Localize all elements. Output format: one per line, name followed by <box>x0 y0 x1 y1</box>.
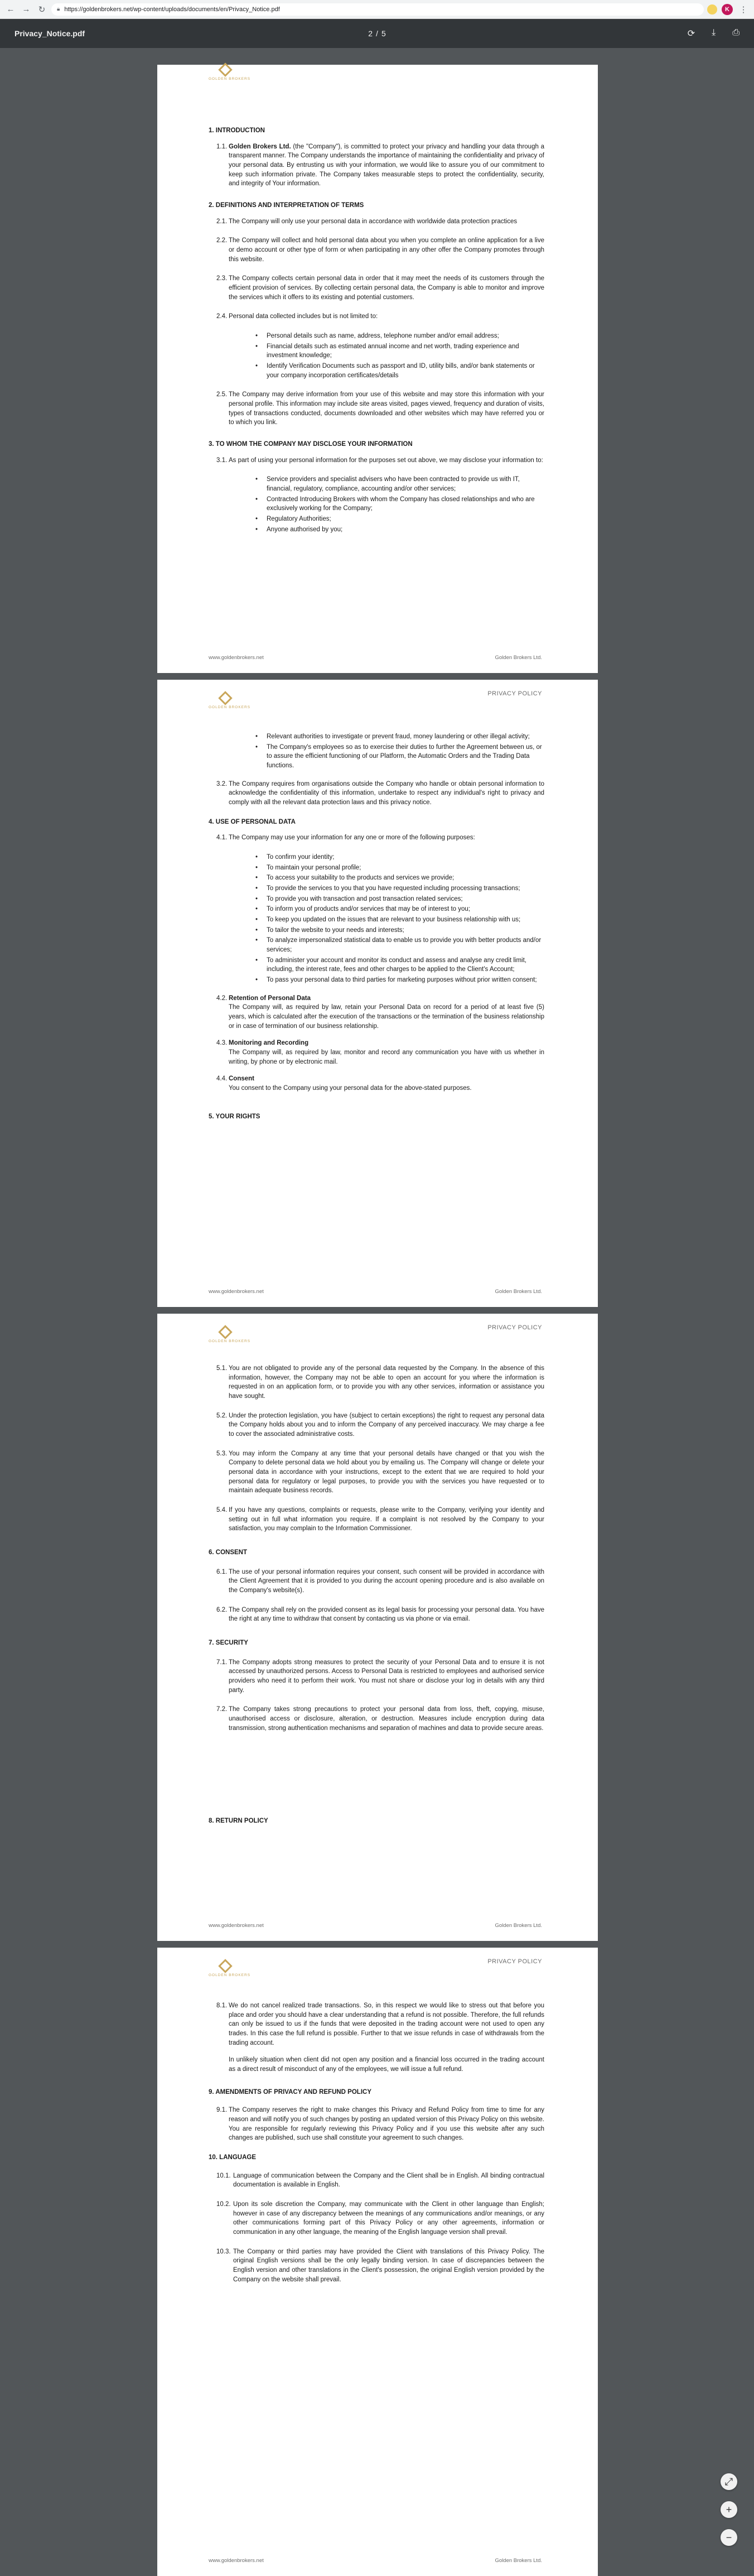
section-heading: 3. TO WHOM THE COMPANY MAY DISCLOSE YOUR INFORMATION <box>209 441 413 448</box>
page-indicator <box>368 29 385 38</box>
page-footer <box>209 1922 542 1930</box>
footer-site: www.goldenbrokers.net <box>209 655 264 661</box>
clause: 6.1. The use of your personal information requires your consent, such consent will be provided in accordance with the Client Agreement that it is provided to you during the account opening procedure and is also available on the Company's website(s). <box>216 1568 544 1594</box>
list-item: • To provide you with transaction and post transaction related services; <box>255 895 544 904</box>
bullet-list <box>255 853 544 985</box>
download-icon[interactable]: ⤓ <box>712 28 716 37</box>
clause: 2.5. The Company may derive information from your use of this website and may store this information with your personal profile. This information may include site areas visited, pages viewed, frequency and duration of visits, types of transactions conducted, documents downloaded and other websites which may have referred you or to which you link. <box>216 391 544 426</box>
section-heading: 9. AMENDMENTS OF PRIVACY AND REFUND POLICY <box>209 2088 371 2096</box>
total-pages: 5 <box>381 29 386 38</box>
footer-company: Golden Brokers Ltd. <box>495 1923 542 1929</box>
clause: 1.1. Golden Brokers Ltd. (the "Company"), is committed to protect your privacy and handling your data through a transparent manner. The Company understands the importance of maintaining the confidentiality and privacy of your personal data. By entrusting us with your information, we would like to assure you of our commitment to keep such information private. The Company takes measurable steps to protect the confidentiality, security, and integrity of Your information. <box>216 143 544 188</box>
clause: 5.2. Under the protection legislation, you have (subject to certain exceptions) the right to request any personal data the Company holds about you and to inform the Company of any perceived inaccuracy. We may charge a fee to cover the associated administrative costs. <box>216 1412 544 1438</box>
clause: 9.1. The Company reserves the right to make changes this Privacy and Refund Policy from time to time for any reason and will notify you of such changes by posting an updated version of this Privacy Policy on this website. You are responsible for regularly reviewing this Privacy Policy and if you use this website after any such changes are published, such use shall constitute your agreement to such changes. <box>216 2107 544 2142</box>
bullet-list <box>255 331 544 380</box>
clause: 6.2. The Company shall rely on the provided consent as its legal basis for processing your personal data. You have the right at any time to withdraw that consent by contacting us via phone or via email. <box>216 1606 544 1623</box>
list-item: • Personal details such as name, address, telephone number and/or email address; <box>255 331 544 341</box>
print-icon[interactable]: ⎙ <box>732 28 740 37</box>
clause: 2.3. The Company collects certain personal data in order that it may meet the needs of its customers through the efficient provision of services. By collecting certain personal data, the Company is able to monitor and improve the services which it offers to its existing and potential customers. <box>216 275 544 301</box>
clause: 10.3. The Company or third parties may have provided the Client with translations of this Privacy Policy. The original English versions shall be the only legally binding version. In case of discrepancies between the English version and other translations in the Client's possession, the original English version provided by the Company on the website shall prevail. <box>216 2248 544 2283</box>
pdf-page-1 <box>157 65 598 673</box>
clause: 4.4. Consent You consent to the Company using your personal data for the above-stated purposes. <box>216 1075 472 1092</box>
section-heading: 7. SECURITY <box>209 1640 248 1647</box>
list-item: • To pass your personal data to third parties for marketing purposes without prior written consent; <box>255 975 544 985</box>
logo-diamond-icon <box>218 63 232 76</box>
bullet-list <box>255 475 544 534</box>
section-heading: 1. INTRODUCTION <box>209 127 265 134</box>
clause: 4.3. Monitoring and Recording The Company will, as required by law, monitor and record any communication you have with us whether in writing, by phone or by electronic mail. <box>216 1040 544 1065</box>
footer-company: Golden Brokers Ltd. <box>495 2558 542 2564</box>
footer-site: www.goldenbrokers.net <box>209 1289 264 1295</box>
section-heading: 5. YOUR RIGHTS <box>209 1113 260 1120</box>
company-logo: GOLDEN BROKERS <box>209 691 242 710</box>
clause: 5.3. You may inform the Company at any time that your personal details have changed or that you wish the Company to delete personal data we hold about you by emailing us. The Company will change or delete your personal data in accordance with your instructions, except to the extent that we are required to hold your personal data for regulatory or legal purposes, to provide you with the services you have requested or to maintain adequate business records. <box>216 1450 544 1494</box>
pdf-page-2 <box>157 680 598 1307</box>
list-item: • To maintain your personal profile; <box>255 863 544 873</box>
forward-icon[interactable]: → <box>22 4 31 14</box>
section-heading: 6. CONSENT <box>209 1549 248 1556</box>
clause: In unlikely situation when client did not open any position and a financial loss occurred in the trading account as a direct result of misconduct of any of the employees, we will issue a full refund. <box>229 2056 544 2073</box>
menu-icon[interactable]: ⋮ <box>739 4 748 15</box>
pdf-toolbar <box>0 19 754 48</box>
current-page[interactable]: 2 <box>368 29 373 38</box>
clause: 3.2. The Company requires from organisations outside the Company who handle or obtain personal information to acknowledge the confidentiality of this information, undertake to respect any individual's right to privacy and comply with all the relevant data protection laws and this privacy notice. <box>216 780 544 806</box>
list-item: • Regulatory Authorities; <box>255 515 544 524</box>
header-tag: PRIVACY POLICY <box>487 1958 542 1965</box>
logo-diamond-icon <box>218 1959 232 1973</box>
clause: 2.4. Personal data collected includes but is not limited to: <box>216 313 378 320</box>
pdf-page-3 <box>157 1314 598 1941</box>
list-item: • Service providers and specialist advisers who have been contracted to provide us with IT, financial, regulatory, compliance, accounting and/or other services; <box>255 475 544 493</box>
clause: 7.2. The Company takes strong precautions to protect your personal data from loss, theft, copying, misuse, unauthorised access or disclosure, alteration, or destruction. Measures include encryption during data transmission, strong authentication mechanisms and separation of machines and data to provide secure areas. <box>216 1706 544 1732</box>
list-item: • The Company's employees so as to exercise their duties to further the Agreement between us, or to assure the efficient functioning of our Platform, the Automatic Orders and the Trading Data functions. <box>255 743 544 771</box>
company-logo: GOLDEN BROKERS <box>209 1959 242 1978</box>
header-tag: PRIVACY POLICY <box>487 690 542 697</box>
list-item: • To inform you of products and/or services that may be of interest to you; <box>255 905 544 914</box>
section-heading: 10. LANGUAGE <box>209 2154 256 2161</box>
reload-icon[interactable]: ↻ <box>38 4 46 15</box>
bullet-list <box>255 732 544 771</box>
clause: 3.1. As part of using your personal information for the purposes set out above, we may disclose your information to: <box>216 456 543 464</box>
page-footer <box>209 654 542 662</box>
clause: 5.1. You are not obligated to provide any of the personal data requested by the Company. In the absence of this information, however, the Company may not be able to open an account for you where the information is requested in on an application form, or to provide you with any other services, information or assistance you have sought. <box>216 1365 544 1400</box>
clause: 2.2. The Company will collect and hold personal data about you when you complete an online application for a live or demo account or other type of form or when participating in any other offer the Company promotes through this website. <box>216 237 544 263</box>
pdf-page-4 <box>157 1948 598 2576</box>
zoom-in-icon[interactable]: + <box>721 2501 737 2518</box>
logo-diamond-icon <box>218 1325 232 1339</box>
page-separator: / <box>376 29 378 38</box>
section-heading: 8. RETURN POLICY <box>209 1818 268 1825</box>
list-item: • Contracted Introducing Brokers with whom the Company has closed relationships and who are exclusively working for the Company; <box>255 495 544 513</box>
clause: 5.4. If you have any questions, complaints or requests, please write to the Company, verifying your identity and setting out in full what information you require. If a complaint is not resolved by the Company to your satisfaction, you may complain to the Information Commissioner. <box>216 1507 544 1532</box>
url-text: https://goldenbrokers.net/wp-content/uploads/documents/en/Privacy_Notice.pdf <box>64 6 280 13</box>
page-footer <box>209 2557 542 2565</box>
footer-company: Golden Brokers Ltd. <box>495 655 542 661</box>
logo-diamond-icon <box>218 691 232 705</box>
footer-site: www.goldenbrokers.net <box>209 2558 264 2564</box>
section-heading: 2. DEFINITIONS AND INTERPRETATION OF TERMS <box>209 202 364 209</box>
pdf-file-name: Privacy_Notice.pdf <box>14 29 85 38</box>
zoom-out-icon[interactable]: − <box>721 2529 737 2546</box>
rotate-icon[interactable]: ⟳ <box>687 29 695 39</box>
browser-toolbar <box>0 0 754 19</box>
section-heading: 4. USE OF PERSONAL DATA <box>209 818 296 825</box>
list-item: • To administer your account and monitor its conduct and assess and analyse any credit limit, including, the interest rate, fees and other charges to be applied to the Client's Account; <box>255 956 544 974</box>
clause: 7.1. The Company adopts strong measures to protect the security of your Personal Data and to ensure it is not accessed by unauthorized persons. Access to Personal Data is restricted to employees and authorised service providers who need it to perform their work. You must not share or disclose your log in details with any third party. <box>216 1659 544 1694</box>
list-item: • Anyone authorised by you; <box>255 525 544 535</box>
list-item: • Identify Verification Documents such as passport and ID, utility bills, and/or bank statements or your company incorporation certificates/details <box>255 362 544 380</box>
list-item: • To access your suitability to the products and services we provide; <box>255 873 544 883</box>
extension-icon[interactable] <box>707 4 717 15</box>
fit-page-icon[interactable]: ⤢ <box>721 2473 737 2490</box>
list-item: • To keep you updated on the issues that are relevant to your business relationship with us; <box>255 915 544 925</box>
company-logo: GOLDEN BROKERS <box>209 1325 242 1344</box>
list-item: • Relevant authorities to investigate or prevent fraud, money laundering or other illegal activity; <box>255 732 544 742</box>
clause: 2.1. The Company will only use your personal data in accordance with worldwide data protection practices <box>216 218 518 225</box>
list-item: • To provide the services to you that you have requested including processing transactions; <box>255 884 544 893</box>
footer-company: Golden Brokers Ltd. <box>495 1289 542 1295</box>
clause: 4.2. Retention of Personal Data The Company will, as required by law, retain your Personal Data on record for a period of at least five (5) years, which is calculated after the execution of the transactions or the termination of the business relationship or in case of termination of our business relationship. <box>216 994 544 1030</box>
back-icon[interactable]: ← <box>6 4 15 14</box>
clause: 8.1. We do not cancel realized trade transactions. So, in this respect we would like to stress out that before you place and order you should have a clear understanding that a refund is not possible. Therefore, the full refunds can only be issued to us if the funds that were deposited in the trading account were not used to open any trades. In this case the full refund is possible. Further to that we issue refunds in case of withdrawals from the trading account. <box>216 2002 544 2046</box>
list-item: • To analyze impersonalized statistical data to enable us to provide you with better products and/or services; <box>255 936 544 954</box>
page-footer <box>209 1288 542 1296</box>
list-item: • Financial details such as estimated annual income and net worth, trading experience and investment knowledge; <box>255 342 544 361</box>
company-logo: GOLDEN BROKERS <box>209 63 242 81</box>
address-bar[interactable] <box>51 3 704 16</box>
clause: 10.2. Upon its sole discretion the Company, may communicate with the Client in other language than English; however in case of any discrepancy between the meanings of any communications and/or meanings, or any other communications forming part of this Privacy Policy or any other agreements, information or communication in any other language, the meaning of the English language version shall prevail. <box>216 2201 544 2236</box>
list-item: • To tailor the website to your needs and interests; <box>255 926 544 935</box>
lock-icon: 🔒︎ <box>57 6 60 12</box>
list-item: • To confirm your identity; <box>255 853 544 862</box>
profile-avatar[interactable]: K <box>722 4 733 15</box>
header-tag: PRIVACY POLICY <box>487 1324 542 1331</box>
clause: 4.1. The Company may use your information for any one or more of the following purposes: <box>216 834 475 842</box>
clause: 10.1. Language of communication between the Company and the Client shall be in English. All binding contractual documentation is available in English. <box>216 2172 544 2189</box>
footer-site: www.goldenbrokers.net <box>209 1923 264 1929</box>
